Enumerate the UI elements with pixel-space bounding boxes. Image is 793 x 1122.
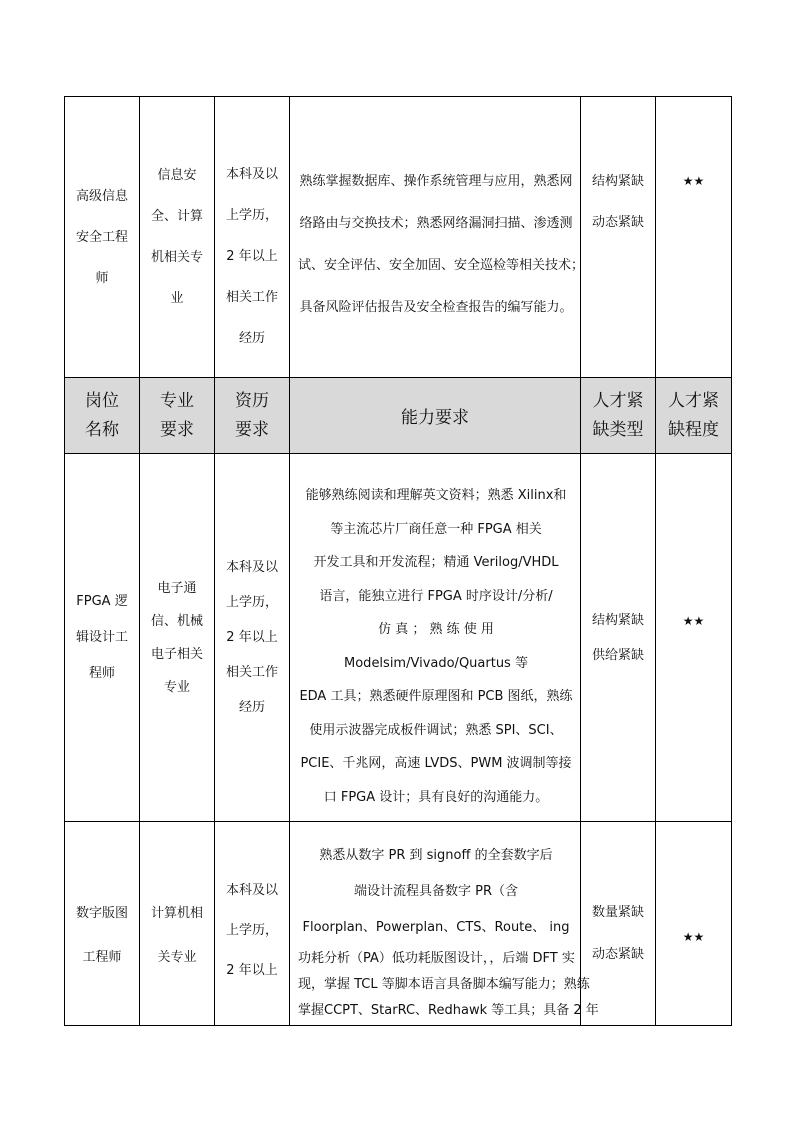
header-shortage-level (656, 378, 732, 454)
header-ability (290, 378, 581, 454)
position-line: 工程师 (82, 949, 122, 965)
ability-line: Modelsim/Vivado/Quartus 等 (344, 655, 528, 671)
position-line: 辑设计工 (75, 629, 128, 645)
ability-line: 能够熟练阅读和理解英文资料；熟悉 Xilinx和 (305, 488, 567, 503)
experience-line: 2 年以上 (226, 962, 278, 978)
major-cell (140, 822, 215, 1026)
header-line: 要求 (235, 419, 269, 440)
position-cell (65, 454, 140, 822)
header-line: 人才紧 (592, 390, 644, 411)
experience-line: 经历 (238, 700, 265, 715)
experience-line: 本科及以 (225, 166, 278, 182)
major-line: 业 (170, 291, 184, 306)
shortage-level-cell (656, 454, 732, 822)
ability-cell (290, 97, 585, 378)
ability-line: 等主流芯片厂商任意一种 FPGA 相关 (330, 521, 542, 537)
ability-line: 试、安全评估、安全加固、安全巡检等相关技术； (298, 258, 585, 273)
header-line: 缺程度 (668, 419, 719, 440)
header-line: 岗位 (85, 390, 119, 411)
shortage-type-line: 动态紧缺 (591, 215, 644, 230)
header-line: 专业 (160, 390, 194, 411)
ability-line: PCIE、千兆网，高速 LVDS、PWM 波调制等接 (300, 756, 572, 771)
shortage-type-cell (581, 822, 656, 1026)
ability-line: 熟练掌握数据库、操作系统管理与应用，熟悉网 (299, 174, 573, 189)
major-line: 关专业 (157, 949, 197, 965)
experience-line: 上学历， (225, 922, 278, 938)
position-line: 高级信息 (75, 188, 128, 204)
ability-cell (290, 454, 581, 822)
star-rating: ★★ (682, 930, 705, 944)
shortage-level-cell (656, 97, 732, 378)
header-position (65, 378, 140, 454)
position-line: FPGA 逻 (76, 593, 128, 609)
header-line: 缺类型 (592, 419, 644, 440)
ability-line: 口 FPGA 设计；具有良好的沟通能力。 (323, 789, 549, 805)
position-line: 数字版图 (75, 905, 128, 921)
header-experience (215, 378, 290, 454)
header-shortage-type (581, 378, 656, 454)
shortage-level-cell (656, 822, 732, 1026)
header-line: 资历 (235, 390, 269, 411)
ability-line: 仿 真 ； 熟 练 使 用 (378, 622, 494, 637)
position-line: 程师 (88, 665, 115, 681)
header-line: 名称 (85, 419, 119, 440)
ability-line: EDA 工具；熟悉硬件原理图和 PCB 图纸，熟练 (299, 689, 573, 704)
position-cell (65, 97, 140, 378)
experience-line: 相关工作 (225, 289, 278, 305)
experience-line: 本科及以 (225, 882, 278, 898)
experience-line: 本科及以 (225, 560, 278, 575)
experience-line: 经历 (238, 330, 265, 346)
shortage-type-cell (581, 97, 656, 378)
major-cell (140, 97, 215, 378)
header-major (140, 378, 215, 454)
ability-line: 语言，能独立进行 FPGA 时序设计/分析/ (319, 588, 553, 604)
experience-line: 相关工作 (225, 665, 278, 680)
shortage-type-line: 供给紧缺 (591, 647, 644, 663)
major-line: 计算机相 (150, 905, 203, 921)
experience-line: 2 年以上 (226, 248, 278, 264)
major-line: 信息安 (157, 168, 197, 183)
major-line: 信、机械 (150, 613, 203, 629)
ability-line: 掌握CCPT、StarRC、Redhawk 等工具；具备 2 年 (298, 1003, 599, 1018)
star-rating: ★★ (682, 613, 705, 628)
header-line: 要求 (160, 419, 194, 440)
experience-cell (215, 454, 290, 822)
header-line: 能力要求 (401, 408, 469, 428)
ability-line: 功耗分析（PA）低功耗版图设计，，后端 DFT 实 (298, 951, 575, 966)
ability-line: 具备风险评估报告及安全检查报告的编写能力。 (299, 300, 573, 315)
ability-line: 现，掌握 TCL 等脚本语言具备脚本编写能力；熟练 (298, 977, 590, 992)
ability-line: 使用示波器完成板件调试；熟悉 SPI、SCI、 (309, 722, 563, 738)
header-line: 人才紧 (668, 390, 719, 411)
shortage-type-cell (581, 454, 656, 822)
ability-line: Floorplan、Powerplan、CTS、Route、 ing (302, 920, 570, 935)
shortage-type-line: 动态紧缺 (591, 946, 644, 962)
shortage-type-line: 结构紧缺 (591, 174, 644, 189)
ability-line: 熟悉从数字 PR 到 signoff 的全套数字后 (319, 848, 553, 863)
position-line: 安全工程 (75, 229, 128, 245)
position-line: 师 (95, 270, 109, 286)
experience-line: 2 年以上 (226, 630, 278, 645)
ability-cell (290, 822, 599, 1026)
ability-line: 开发工具和开发流程；精通 Verilog/VHDL (313, 555, 559, 570)
ability-line: 端设计流程具备数字 PR（含 (353, 884, 518, 899)
ability-line: 络路由与交换技术；熟悉网络漏洞扫描、渗透测 (299, 216, 573, 231)
major-line: 电子通 (157, 580, 197, 596)
experience-cell (215, 97, 290, 378)
talent-demand-table (64, 96, 732, 1026)
experience-line: 上学历， (225, 207, 278, 223)
experience-line: 上学历， (225, 595, 278, 610)
major-line: 专业 (163, 679, 190, 695)
table-row (65, 822, 732, 1026)
major-line: 电子相关 (150, 646, 203, 662)
position-cell (65, 822, 140, 1026)
star-rating: ★★ (682, 174, 705, 188)
major-line: 机相关专 (150, 250, 203, 265)
major-line: 全、计算 (150, 209, 203, 224)
experience-cell (215, 822, 290, 1026)
shortage-type-line: 数量紧缺 (591, 904, 644, 920)
table-row (65, 97, 732, 378)
table-row (65, 454, 732, 822)
major-cell (140, 454, 215, 822)
shortage-type-line: 结构紧缺 (591, 612, 644, 628)
table-header-row (65, 378, 732, 454)
